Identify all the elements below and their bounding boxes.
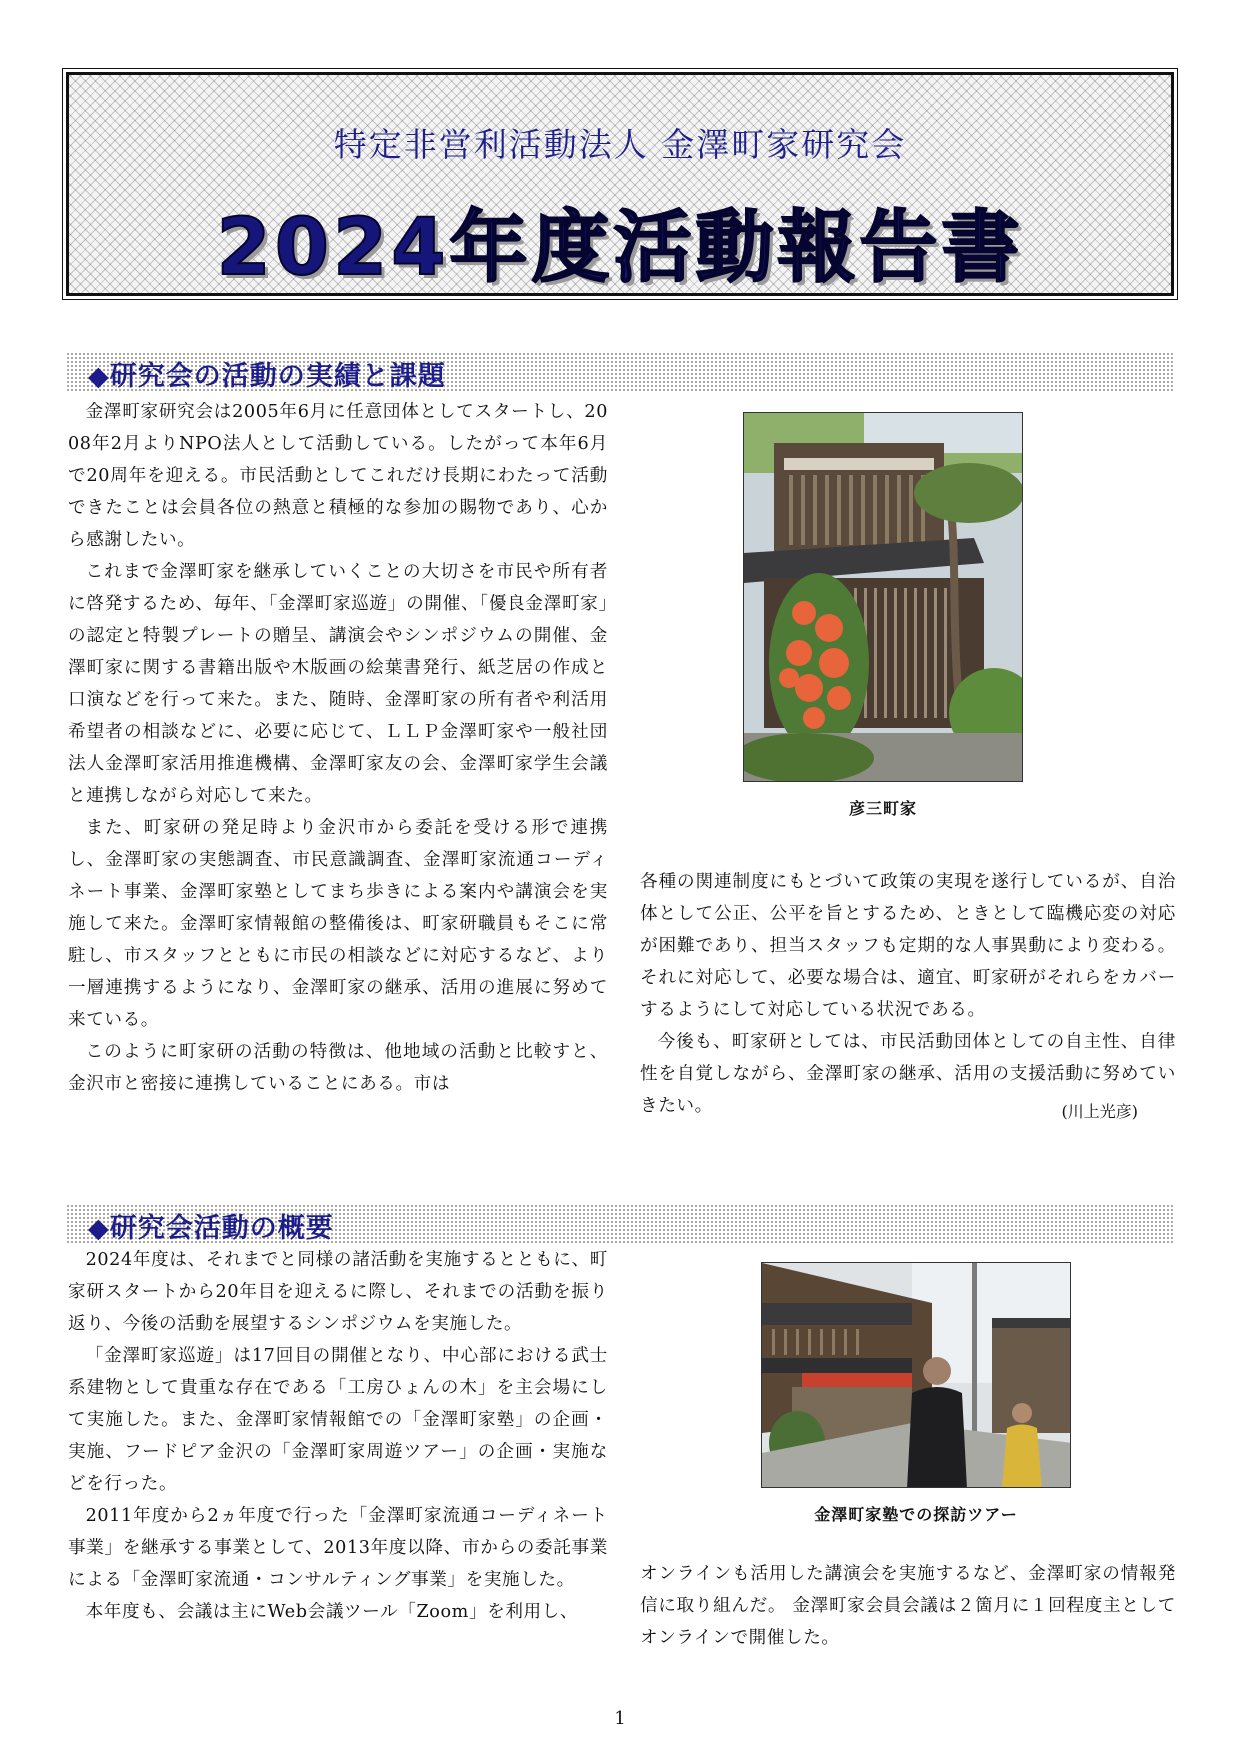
street-tour-image	[762, 1263, 1071, 1488]
photo-machiya-tour	[761, 1262, 1071, 1488]
paragraph: 2011年度から2ヵ年度で行った「金澤町家流通コーディネート事業」を継承する事業として、2013年度以降、市からの委託事業による「金澤町家流通・コンサルティング事業」を実施した。	[68, 1506, 608, 1590]
paragraph: 各種の関連制度にもとづいて政策の実現を遂行しているが、自治体として公正、公平を旨とするため、ときとして臨機応変の対応が困難であり、担当スタッフも定期的な人事異動により変わる。それに対応して、必要な場合は、適宜、町家研がそれらをカバーするようにして対応している状況である。	[640, 872, 1176, 1020]
report-header-box	[66, 72, 1174, 296]
paragraph: 本年度も、会議は主にWeb会議ツール「Zoom」を利用し、	[85, 1602, 579, 1622]
machiya-house-image	[744, 413, 1023, 782]
photo-caption-hikoso: 彦三町家	[848, 799, 917, 818]
paragraph: 「金澤町家巡遊」は17回目の開催となり、中心部における武士系建物として貴重な存在である「工房ひょんの木」を主会場にして実施した。また、金澤町家情報館での「金澤町家塾」の企画・実施、フードピア金沢の「金澤町家周遊ツアー」の企画・実施などを行った。	[68, 1346, 608, 1494]
closing-paragraph	[640, 1026, 1176, 1122]
organization-name: 特定非営利活動法人 金澤町家研究会	[333, 125, 907, 164]
page-number: 1	[614, 1708, 626, 1729]
section-heading-achievements	[66, 352, 1174, 392]
paragraph: また、町家研の発足時より金沢市から委託を受ける形で連携し、金澤町家の実態調査、市民意識調査、金澤町家流通コーディネート事業、金澤町家塾としてまち歩きによる案内や講演会を実施して来た。金澤町家情報館の整備後は、町家研職員もそこに常駐し、市スタッフとともに市民の相談などに対応するなど、より一層連携するようになり、金澤町家の継承、活用の進展に努めて来ている。	[68, 818, 608, 1030]
section2-right-column	[640, 1558, 1176, 1654]
section1-right-column	[640, 866, 1176, 1122]
paragraph: オンラインも活用した講演会を実施するなど、金澤町家の情報発信に取り組んだ。 金澤町家会員会議は２箇月に１回程度主としてオンラインで開催した。	[640, 1564, 1176, 1648]
paragraph: 2024年度は、それまでと同様の諸活動を実施するとともに、町家研スタートから20年目を迎えるに際し、それまでの活動を振り返り、今後の活動を展望するシンポジウムを実施した。	[68, 1250, 608, 1334]
section2-left-column	[68, 1244, 608, 1628]
photo-hikoso-machiya	[743, 412, 1023, 782]
paragraph: このように町家研の活動の特徴は、他地域の活動と比較すと、金沢市と密接に連携していることにある。市は	[68, 1042, 608, 1094]
section-heading-text: ◆研究会の活動の実績と課題	[88, 361, 446, 392]
paragraph: これまで金澤町家を継承していくことの大切さを市民や所有者に啓発するため、毎年、「金澤町家巡遊」の開催、「優良金澤町家」の認定と特製プレートの贈呈、講演会やシンポジウムの開催、金澤町家に関する書籍出版や木版画の絵葉書発行、紙芝居の作成と口演などを行って来た。また、随時、金澤町家の所有者や利活用希望者の相談などに、必要に応じて、ＬＬＰ金澤町家や一般社団法人金澤町家活用推進機構、金澤町家友の会、金澤町家学生会議と連携しながら対応して来た。	[68, 562, 608, 806]
section1-left-column	[68, 396, 608, 1100]
section-heading-text: ◆研究会活動の概要	[88, 1213, 334, 1244]
photo-caption-tour: 金澤町家塾での探訪ツアー	[814, 1505, 1018, 1524]
paragraph: 今後も、町家研としては、市民活動団体としての自主性、自律性を自覚しながら、金澤町家の継承、活用の支援活動に努めていきたい。	[640, 1032, 1176, 1116]
section-heading-overview	[66, 1204, 1174, 1244]
paragraph: 金澤町家研究会は2005年6月に任意団体としてスタートし、2008年2月よりNPO法人として活動している。したがって本年6月で20周年を迎える。市民活動としてこれだけ長期にわたって活動できたことは会員各位の熱意と積極的な参加の賜物であり、心から感謝したい。	[68, 402, 608, 550]
report-title: 2024年度活動報告書	[216, 203, 1024, 293]
author-signature: (川上光彦)	[1061, 1102, 1138, 1121]
